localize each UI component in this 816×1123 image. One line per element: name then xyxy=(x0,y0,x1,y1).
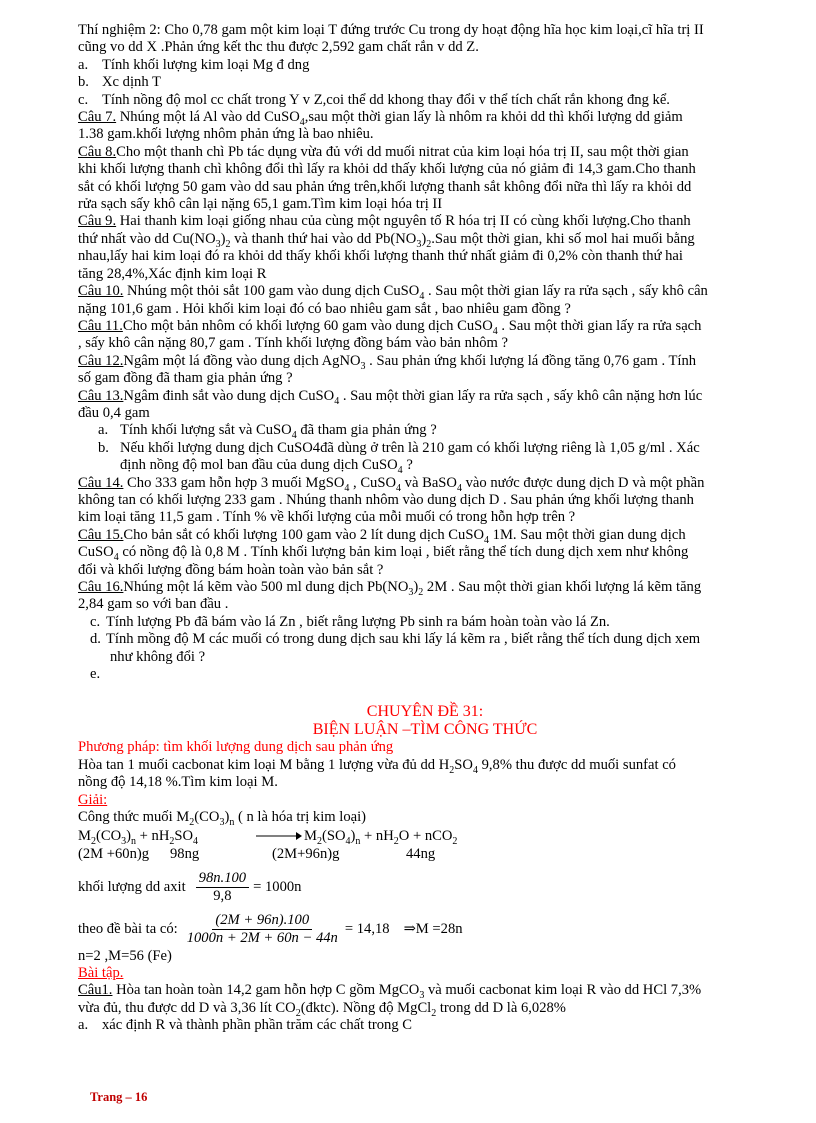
text-line: vào nước được dung dịch D và một phần xyxy=(461,474,705,491)
text-line: cũng vo dd X .Phản ứng kết thc thu được 2,592 gam chất rắn v dd Z. xyxy=(78,39,479,56)
text-line: Hòa tan 1 muối cacbonat kim loại M bằng 1 lượng vừa đủ dd H xyxy=(78,756,450,773)
text-line: ,sau một thời gian lấy là nhôm ra khỏi dd thì khối lượng dd giảm xyxy=(304,109,683,126)
text-line: đầu 0,4 gam xyxy=(78,404,150,421)
subscript: 4 xyxy=(291,430,297,442)
subscript: 4 xyxy=(334,395,340,407)
question-8 xyxy=(78,144,772,214)
subscript: 4 xyxy=(299,116,305,128)
text-line: 98ng xyxy=(170,846,200,863)
question-label: Câu 15. xyxy=(78,526,124,543)
text-line: kim loại tăng 11,5 gam . Tính % về khối lượng của mỗi muối có trong hỗn hợp trên ? xyxy=(78,509,576,526)
text-line: nhau,lấy hai kim loại đó ra khỏi dd thấy khối khối lượng thanh thứ nhất giảm đi 0,2% còn thanh thứ hai xyxy=(78,248,683,265)
subscript: 2 xyxy=(225,238,231,250)
experiment-2 xyxy=(78,22,772,57)
section-title: CHUYÊN ĐỀ 31: xyxy=(366,703,484,721)
text-line: Thí nghiệm 2: Cho 0,78 gam một kim loại T đứng trước Cu trong dy hoạt động hĩa học kim loại,cĩ hĩa trị II xyxy=(78,22,704,38)
text-line: Tính nồng độ mol cc chất trong Y v Z,coi thể dd khong thay đổi v thể tích chất rắn khong đng kể. xyxy=(102,91,670,108)
question-label: Câu 13. xyxy=(78,387,124,404)
question-label: Câu 7. xyxy=(78,109,117,126)
question-label: Câu 10. xyxy=(78,283,124,300)
text-line: Ngâm đinh sắt vào dung dịch CuSO xyxy=(123,387,335,404)
reaction-equation: $M_2(CO_3)_n + nH_2SO_4$ $M_2(SO_4)_n + nH_2O + nCO_2$ xyxy=(78,827,458,847)
question-15 xyxy=(78,527,772,579)
question-16 xyxy=(78,579,772,614)
question-label: Câu 11. xyxy=(78,317,123,334)
text-line: 1.38 gam.khối lượng nhôm phản ứng là bao nhiêu. xyxy=(78,126,374,143)
text-line: nồng độ 14,18 %.Tìm kim loại M. xyxy=(78,774,278,791)
text-line: ( n là hóa trị kim loại) xyxy=(234,809,367,826)
subscript: 2 xyxy=(90,835,96,847)
text-line: .Sau một thời gian, khi số mol hai muối bằng xyxy=(431,230,695,247)
subscript: 4 xyxy=(397,465,403,477)
list-marker: d. xyxy=(90,631,101,648)
text-line: 2M . Sau một thời gian khối lượng lá kẽm tăng xyxy=(423,579,702,595)
question-label: Câu 16. xyxy=(78,579,124,595)
text-line: Cho 333 gam hỗn hợp 3 muối MgSO xyxy=(123,474,345,491)
section-subtitle: BIỆN LUẬN –TÌM CÔNG THỨC xyxy=(312,721,538,739)
fraction xyxy=(184,912,341,948)
text-line: = 1000n xyxy=(253,879,302,896)
list-item xyxy=(78,666,772,683)
text-line: O + nCO xyxy=(398,827,453,844)
subscript: 4 xyxy=(492,325,498,337)
text-line: và BaSO xyxy=(401,474,457,491)
question-label: Câu 9. xyxy=(78,213,117,230)
subscript: 4 xyxy=(396,482,402,494)
subscript: 2 xyxy=(295,1007,301,1019)
text-line: M xyxy=(78,827,91,844)
text-line: Nhúng một lá kẽm vào 500 ml dung dịch Pb(NO xyxy=(123,579,409,595)
text-line: . Sau một thời gian lấy ra rửa sạch , sấy khô cân xyxy=(424,283,708,300)
subscript: n xyxy=(131,835,136,847)
numerator: (2M + 96n).100 xyxy=(212,912,312,930)
list-marker: c. xyxy=(78,91,89,108)
text-line: và thanh thứ hai vào dd Pb(NO xyxy=(230,230,417,247)
text-line: Cho một thanh chì Pb tác dụng vừa đủ với dd muối nitrat của kim loại hóa trị II, sau một thời gian xyxy=(116,143,689,160)
subscript: 2 xyxy=(169,835,175,847)
subscript: 3 xyxy=(408,586,414,598)
subscript: 4 xyxy=(456,482,462,494)
question-14 xyxy=(78,475,772,527)
subscript: 2 xyxy=(393,835,399,847)
subscript: 3 xyxy=(219,816,225,828)
list-item xyxy=(78,422,772,442)
text-line: (SO xyxy=(321,827,346,844)
list-item xyxy=(78,614,772,631)
text-line: Nếu khối lượng dung dịch CuSO4đã dùng ở trên là 210 gam có khối lượng riêng là 1,05 g/ml . Xác xyxy=(120,439,700,456)
list-marker: b. xyxy=(98,439,109,456)
exercise-1 xyxy=(78,982,772,1017)
list-marker: b. xyxy=(78,74,89,91)
question-label: Câu 14. xyxy=(78,474,124,491)
text-line: nặng 101,6 gam . Hỏi khối kim loại đó có bao nhiêu gam sắt , bao nhiêu gam đồng ? xyxy=(78,300,571,317)
subscript: 4 xyxy=(193,835,199,847)
subscript: 2 xyxy=(449,764,455,776)
subscript: 4 xyxy=(344,482,350,494)
text-line: 2,84 gam so với ban đầu . xyxy=(78,596,229,613)
question-10 xyxy=(78,283,772,318)
text-line: ⇒M =28n xyxy=(403,920,463,937)
text-line: 1M. Sau một thời gian dung dịch xyxy=(489,526,686,543)
text-line: ? xyxy=(402,457,413,474)
text-line: . Sau một thời gian lấy ra rửa sạch , sấy khô cân nặng hơn lúc xyxy=(339,387,703,404)
question-label: Câu 12. xyxy=(78,352,124,369)
text-line: theo đề bài ta có: xyxy=(78,920,178,937)
list-marker: a. xyxy=(78,1017,89,1034)
text-line: , CuSO xyxy=(349,474,397,491)
text-line: ) xyxy=(413,579,419,595)
list-marker: a. xyxy=(98,422,109,439)
text-line: Tính khối lượng sắt và CuSO xyxy=(120,422,292,439)
text-line: sắt có khối lượng 50 gam vào dd sau phản ứng trên,khối lượng thanh sắt không đổi nữa thì lấy ra khỏi dd xyxy=(78,178,692,195)
subscript: 2 xyxy=(426,238,432,250)
text-line: Xc dịnh T xyxy=(102,74,161,91)
question-label: Câu1. xyxy=(78,982,113,999)
text-line: Nhúng một lá Al vào dd CuSO xyxy=(116,109,300,126)
text-line: định nồng độ mol ban đầu của dung dịch CuSO xyxy=(120,457,398,474)
document-page xyxy=(78,22,772,1035)
text-line: 44ng xyxy=(406,846,436,863)
text-line: . Sau phản ứng khối lượng lá đồng tăng 0,76 gam . Tính xyxy=(365,352,697,369)
text-line: Hai thanh kim loại giống nhau của cùng một nguyên tố R hóa trị II có cùng khối lượng.Cho thanh xyxy=(116,213,691,230)
text-line: SO xyxy=(174,827,194,844)
text-line: Tính khối lượng kim loại Mg đ dng xyxy=(102,56,310,73)
text-line: Công thức muối M xyxy=(78,809,190,826)
subscript: n xyxy=(355,835,361,847)
text-line: CuSO xyxy=(78,544,114,561)
denominator: 1000n + 2M + 60n − 44n xyxy=(186,930,338,947)
list-item xyxy=(78,92,772,109)
text-line: rửa sạch sấy khô cân lại nặng 65,1 gam.Tìm kim loại hóa trị II xyxy=(78,196,443,213)
solution-label: Giải: xyxy=(78,791,108,808)
subscript: 2 xyxy=(431,1007,437,1019)
text-line: khối lượng dd axit xyxy=(78,879,186,896)
text-line: Cho một bản nhôm có khối lượng 60 gam vào dung dịch CuSO xyxy=(122,317,493,334)
subscript: 2 xyxy=(189,816,195,828)
text-line: Nhúng một thỏi sắt 100 gam vào dung dịch CuSO xyxy=(123,283,420,300)
text-line: có nồng độ là 0,8 M . Tính khối lượng bản kim loại , biết rằng thể tích dung dịch xem như không xyxy=(118,544,689,561)
text-line: thứ nhất vào dd Cu(NO xyxy=(78,230,216,247)
text-line: Tính lượng Pb đã bám vào lá Zn , biết rằng lượng Pb sinh ra bám hoàn toàn vào lá Zn. xyxy=(106,613,610,630)
text-line: ) xyxy=(421,230,427,247)
example-problem xyxy=(78,757,772,792)
text-line: (2M +60n)g xyxy=(78,846,150,863)
text-line: . Sau một thời gian lấy ra rửa sạch xyxy=(497,317,702,334)
text-line: vừa đủ, thu được dd D và 3,36 lít CO xyxy=(78,999,296,1016)
list-marker: a. xyxy=(78,56,89,73)
formula-line: Công thức muối $M_2(CO_3)_n$ ( n là hóa trị kim loại) xyxy=(78,809,367,828)
text-line: ) xyxy=(220,230,226,247)
subscript: n xyxy=(229,816,235,828)
text-line: số gam đồng đã tham gia phản ứng ? xyxy=(78,370,293,387)
acid-mass-equation xyxy=(78,870,772,906)
subscript: 2 xyxy=(418,586,424,598)
text-line: SO xyxy=(454,756,473,773)
text-line: Hòa tan hoàn toàn 14,2 gam hỗn hợp C gồm MgCO xyxy=(112,982,420,999)
subscript: 3 xyxy=(416,238,422,250)
list-marker: c. xyxy=(90,613,101,630)
subscript: 4 xyxy=(472,764,478,776)
subscript: 2 xyxy=(316,835,322,847)
text-line: không tan có khối lượng 233 gam . Nhúng thanh nhôm vào dung dịch D . Sau phản ứng khối lượng thanh xyxy=(78,491,694,508)
text-line: Cho bản sắt có khối lượng 100 gam vào 2 lít dung dịch CuSO xyxy=(123,526,484,543)
subscript: 3 xyxy=(121,835,127,847)
question-13 xyxy=(78,388,772,423)
text-line: (CO xyxy=(95,827,122,844)
text-line: M xyxy=(304,827,317,844)
subscript: 3 xyxy=(360,360,366,372)
method-line: Phương pháp: tìm khối lượng dung dịch sau phản ứng xyxy=(78,739,394,756)
text-line: tăng 28,4%,Xác định kim loại R xyxy=(78,265,267,282)
numerator: 98n.100 xyxy=(196,870,249,888)
text-line: + nH xyxy=(136,827,170,844)
question-9 xyxy=(78,213,772,283)
text-line: trong dd D là 6,028% xyxy=(436,999,566,1016)
subscript: 4 xyxy=(345,835,351,847)
subscript: 4 xyxy=(484,534,489,546)
text-line: đổi và khối lượng đồng bám hoàn toàn vào bản sắt ? xyxy=(78,561,384,578)
list-item xyxy=(78,74,772,91)
denominator: 9,8 xyxy=(213,888,232,905)
text-line: đã tham gia phản ứng ? xyxy=(296,422,437,439)
question-7 xyxy=(78,109,772,144)
subscript: 2 xyxy=(452,835,458,847)
reaction-arrow-icon xyxy=(256,830,302,842)
fraction xyxy=(196,870,249,906)
text-line: (đktc). Nồng độ MgCl xyxy=(300,999,432,1016)
list-item xyxy=(78,57,772,74)
list-item xyxy=(78,440,772,475)
text-line: (CO xyxy=(194,809,220,826)
text-line: như không đổi ? xyxy=(110,648,206,665)
page-footer: Trang – 16 xyxy=(90,1090,148,1104)
mass-line xyxy=(78,846,772,863)
subscript: 3 xyxy=(215,238,221,250)
list-item xyxy=(78,1017,772,1034)
list-item xyxy=(78,631,772,666)
list-marker: e. xyxy=(90,666,101,683)
text-line: và muối cacbonat kim loại R vào dd HCl 7,3% xyxy=(424,982,702,999)
text-line: xác định R và thành phần phần trăm các chất trong C xyxy=(102,1017,413,1034)
text-line: khi khối lượng thanh chì không đổi thì lấy ra khỏi dd thấy khối lượng của nó giảm đi 14,3 gam.Cho thanh xyxy=(78,161,696,178)
text-line: 9,8% thu được dd muối sunfat có xyxy=(477,756,676,773)
exercise-label: Bài tập. xyxy=(78,964,124,981)
result-line: n=2 ,M=56 (Fe) xyxy=(78,947,172,964)
text-line: (2M+96n)g xyxy=(272,846,340,863)
subscript: 3 xyxy=(419,990,425,1002)
text-line: = 14,18 xyxy=(344,920,390,937)
text-line: + nH xyxy=(360,827,394,844)
subscript: 4 xyxy=(419,291,425,302)
question-11 xyxy=(78,318,772,353)
question-12 xyxy=(78,353,772,388)
subscript: 4 xyxy=(113,552,119,564)
text-line: , sấy khô cân nặng 80,7 gam . Tính khối lượng đồng bám vào bản nhôm ? xyxy=(78,335,508,352)
text-line: Tính mồng độ M các muối có trong dung dịch sau khi lấy lá kẽm ra , biết rằng thể tích dung dịch xem xyxy=(106,631,701,648)
text-line: Ngâm một lá đồng vào dung dịch AgNO xyxy=(123,352,361,369)
question-label: Câu 8. xyxy=(78,143,117,160)
concentration-equation xyxy=(78,912,772,948)
